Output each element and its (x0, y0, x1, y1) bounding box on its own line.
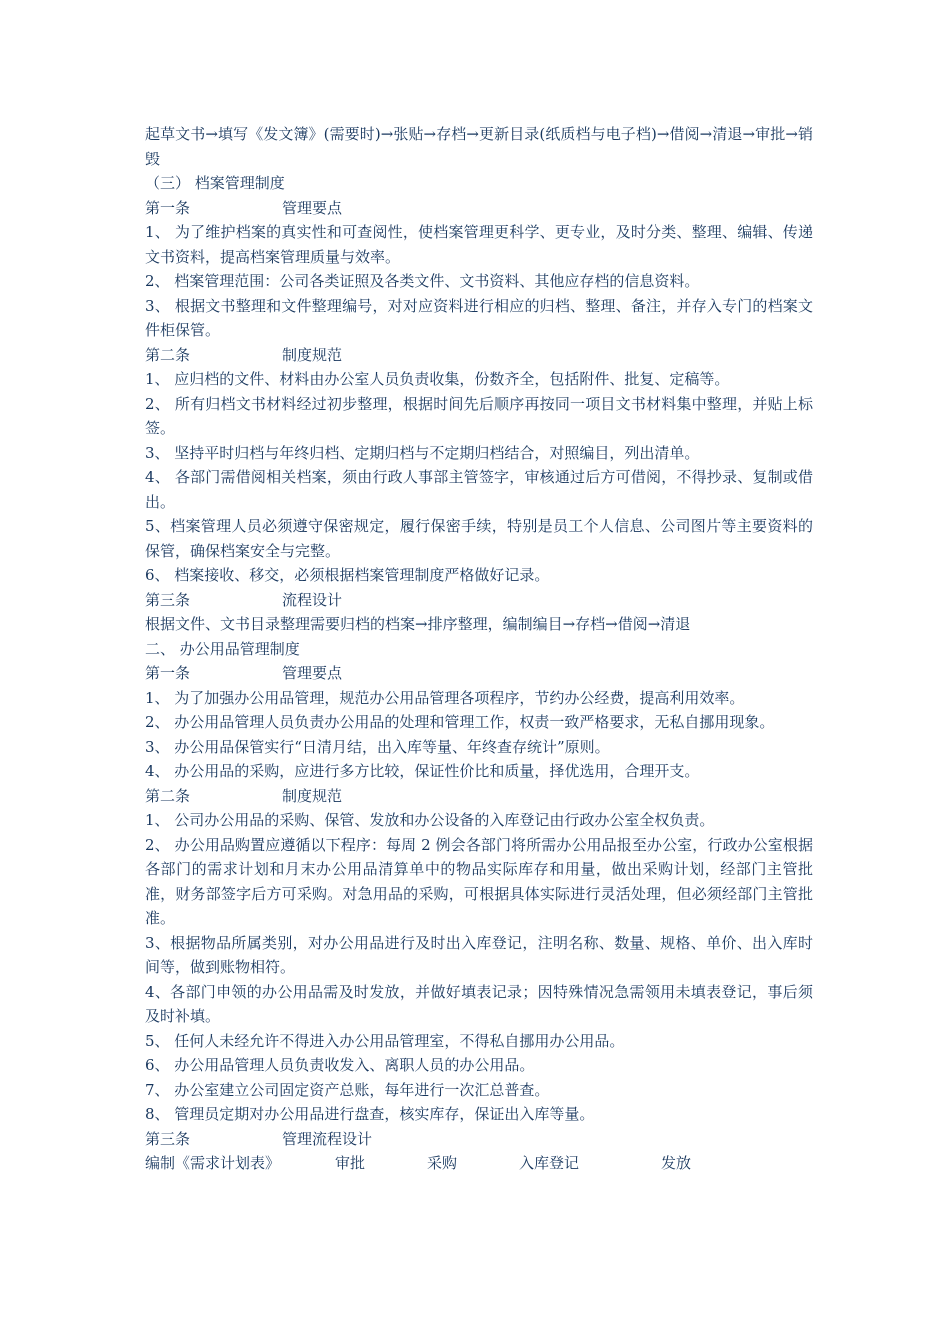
article-heading (145, 661, 813, 686)
article-title: 管理要点 (282, 664, 343, 682)
text-line: 4、 各部门需借阅相关档案，须由行政人事部主管签字，审核通过后方可借阅，不得抄录、复制或借出。 (145, 468, 813, 511)
article-title: 制度规范 (282, 786, 343, 805)
text-line: 起草文书→填写《发文簿》(需要时)→张贴→存档→更新目录(纸质档与电子档)→借阅→清退→审批→销毁 (145, 125, 813, 168)
text-line: 1、 公司办公用品的采购、保管、发放和办公设备的入库登记由行政办公室全权负责。 (145, 811, 715, 829)
text-line: 2、 办公用品购置应遵循以下程序：每周 2 例会各部门将所需办公用品报至办公室，行政办公室根据各部门的需求计划和月末办公用品清算单中的物品实际库存和用量，做出采购计划，经部门主管批准，财务部签字后方可采购。对急用品的采购，可根据具体实际进行灵活处理，但必须经部门主管批准。 (145, 835, 813, 927)
text-line: 5、 任何人未经允许不得进入办公用品管理室，不得私自挪用办公用品。 (145, 1031, 625, 1050)
flow-step: 编制《需求计划表》 (145, 1154, 281, 1172)
article-number: 第三条 (145, 1129, 191, 1148)
article-number: 第二条 (145, 345, 191, 364)
text-line: 5、档案管理人员必须遵守保密规定，履行保密手续，特别是员工个人信息、公司图片等主要资料的保管，确保档案安全与完整。 (145, 517, 813, 560)
text-line: 8、 管理员定期对办公用品进行盘查，核实库存，保证出入库等量。 (145, 1105, 595, 1123)
article-number: 第三条 (145, 590, 191, 609)
text-line: 3、 坚持平时归档与年终归档、定期归档与不定期归档结合，对照编目，列出清单。 (145, 443, 700, 462)
article-title: 流程设计 (282, 590, 343, 609)
document-body (145, 122, 813, 1176)
article-heading (145, 343, 813, 368)
article-heading (145, 196, 813, 221)
text-line: 根据文件、文书目录整理需要归档的档案→排序整理，编制编目→存档→借阅→清退 (145, 615, 691, 633)
text-line: 6、 档案接收、移交，必须根据档案管理制度严格做好记录。 (145, 566, 550, 584)
article-number: 第一条 (145, 664, 191, 682)
article-title: 制度规范 (282, 345, 343, 364)
article-title: 管理流程设计 (282, 1129, 373, 1148)
text-line: 7、 办公室建立公司固定资产总账，每年进行一次汇总普查。 (145, 1080, 550, 1099)
text-line: 3、 办公用品保管实行“日清月结，出入库等量、年终查存统计”原则。 (145, 737, 610, 756)
text-line: 1、 为了加强办公用品管理，规范办公用品管理各项程序，节约办公经费，提高利用效率。 (145, 688, 745, 707)
text-line: 2、 档案管理范围：公司各类证照及各类文件、文书资料、其他应存档的信息资料。 (145, 272, 700, 290)
flow-step: 发放 (661, 1154, 692, 1172)
section-heading: （三） 档案管理制度 (145, 174, 285, 192)
article-heading (145, 784, 813, 809)
flow-step: 采购 (427, 1154, 458, 1172)
process-flow (145, 1151, 813, 1176)
article-number: 第二条 (145, 786, 191, 805)
section-heading: 二、 办公用品管理制度 (145, 639, 300, 658)
text-line: 6、 办公用品管理人员负责收发入、离职人员的办公用品。 (145, 1056, 535, 1074)
text-line: 3、 根据文书整理和文件整理编号，对对应资料进行相应的归档、整理、备注，并存入专门的档案文件柜保管。 (145, 296, 813, 339)
text-line: 1、 为了维护档案的真实性和可查阅性，使档案管理更科学、更专业，及时分类、整理、编辑、传递文书资料，提高档案管理质量与效率。 (145, 223, 813, 266)
text-line: 4、各部门申领的办公用品需及时发放，并做好填表记录；因特殊情况急需领用未填表登记，事后须及时补填。 (145, 982, 813, 1025)
text-line: 1、 应归档的文件、材料由办公室人员负责收集，份数齐全，包括附件、批复、定稿等。 (145, 370, 730, 388)
article-title: 管理要点 (282, 198, 343, 217)
article-heading (145, 1127, 813, 1152)
flow-step: 审批 (335, 1154, 366, 1172)
text-line: 3、根据物品所属类别，对办公用品进行及时出入库登记，注明名称、数量、规格、单价、出入库时间等，做到账物相符。 (145, 933, 813, 976)
text-line: 2、 所有归档文书材料经过初步整理，根据时间先后顺序再按同一项目文书材料集中整理，并贴上标签。 (145, 394, 813, 437)
text-line: 2、 办公用品管理人员负责办公用品的处理和管理工作，权责一致严格要求，无私自挪用现象。 (145, 713, 775, 731)
text-line: 4、 办公用品的采购，应进行多方比较，保证性价比和质量，择优选用，合理开支。 (145, 762, 700, 780)
article-heading (145, 588, 813, 613)
flow-step: 入库登记 (519, 1154, 580, 1172)
article-number: 第一条 (145, 198, 191, 217)
